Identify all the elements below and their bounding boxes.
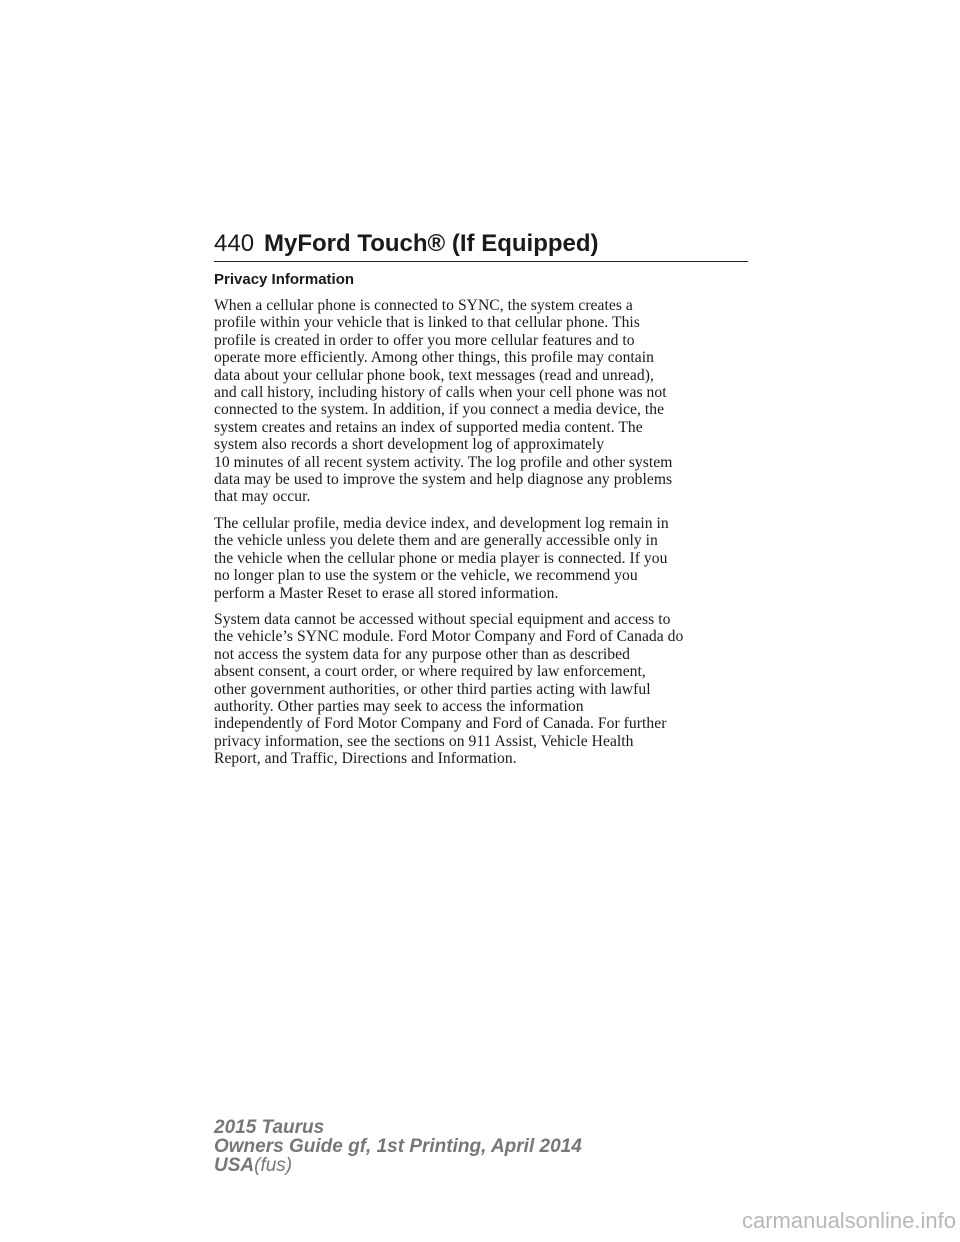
paragraph-line: Report, and Traffic, Directions and Information. bbox=[214, 750, 517, 768]
paragraph-line: System data cannot be accessed without special equipment and access to bbox=[214, 610, 671, 628]
paragraph-line: no longer plan to use the system or the vehicle, we recommend you bbox=[214, 567, 638, 585]
paragraph-line: 10 minutes of all recent system activity. The log profile and other system bbox=[214, 453, 673, 471]
paragraph-line: the vehicle unless you delete them and are generally accessible only in bbox=[214, 532, 658, 550]
paragraph-line: system also records a short development log of approximately bbox=[214, 436, 605, 454]
paragraph-line: that may occur. bbox=[214, 488, 311, 506]
page-footer bbox=[214, 1118, 582, 1175]
paragraph-line: When a cellular phone is connected to SYNC, the system creates a bbox=[214, 297, 633, 314]
paragraph-line: authority. Other parties may seek to access the information bbox=[214, 697, 584, 715]
paragraph-line: operate more efficiently. Among other things, this profile may contain bbox=[214, 349, 655, 367]
body-paragraph bbox=[214, 297, 750, 506]
paragraph-line: data about your cellular phone book, text messages (read and unread), bbox=[214, 366, 654, 384]
paragraph-line: privacy information, see the sections on 911 Assist, Vehicle Health bbox=[214, 732, 634, 750]
chapter-title: MyFord Touch® (If Equipped) bbox=[264, 230, 599, 257]
paragraph-line: data may be used to improve the system and help diagnose any problems bbox=[214, 471, 673, 489]
paragraph-line: the vehicle when the cellular phone or media player is connected. If you bbox=[214, 549, 668, 567]
paragraph-line: profile within your vehicle that is linked to that cellular phone. This bbox=[214, 314, 640, 332]
paragraph-line: and call history, including history of calls when your cell phone was not bbox=[214, 384, 667, 402]
page-header bbox=[214, 229, 748, 262]
footer-model: 2015 Taurus bbox=[214, 1117, 325, 1138]
body-paragraph bbox=[214, 515, 750, 602]
body-paragraph bbox=[214, 611, 750, 768]
paragraph-line: perform a Master Reset to erase all stored information. bbox=[214, 584, 559, 602]
paragraph-line: independently of Ford Motor Company and Ford of Canada. For further bbox=[214, 715, 667, 733]
paragraph-line: other government authorities, or other third parties acting with lawful bbox=[214, 680, 651, 698]
footer-region-suffix: (fus) bbox=[254, 1155, 293, 1176]
footer-region-code: USA bbox=[214, 1155, 255, 1176]
footer-region bbox=[214, 1156, 582, 1175]
paragraph-line: the vehicle’s SYNC module. Ford Motor Company and Ford of Canada do bbox=[214, 628, 684, 646]
paragraph-line: absent consent, a court order, or where required by law enforcement, bbox=[214, 663, 646, 681]
paragraph-line: system creates and retains an index of supported media content. The bbox=[214, 418, 643, 436]
footer-printing: Owners Guide gf, 1st Printing, April 2014 bbox=[214, 1136, 582, 1157]
paragraph-line: connected to the system. In addition, if you connect a media device, the bbox=[214, 401, 665, 419]
paragraph-line: profile is created in order to offer you more cellular features and to bbox=[214, 331, 635, 349]
page-content bbox=[214, 270, 750, 777]
paragraph-line: not access the system data for any purpose other than as described bbox=[214, 645, 630, 663]
paragraph-line: The cellular profile, media device index, and development log remain in bbox=[214, 514, 669, 532]
page-number: 440 bbox=[214, 230, 255, 257]
section-heading: Privacy Information bbox=[214, 271, 355, 288]
paragraph-list bbox=[214, 297, 750, 768]
watermark: carmanualsonline.info bbox=[741, 1208, 956, 1233]
